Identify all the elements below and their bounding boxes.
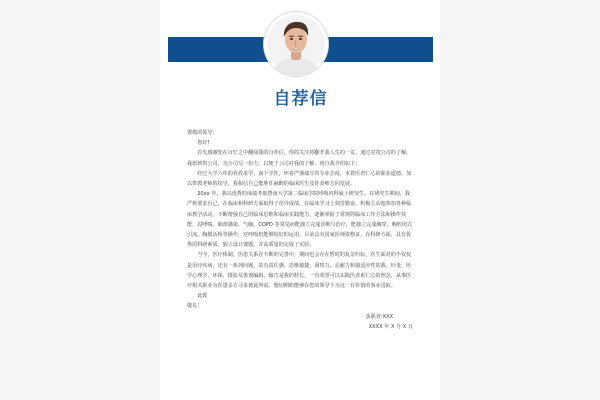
page-title: 自荐信	[273, 89, 328, 109]
closing-salute: 敬礼！	[187, 303, 203, 310]
date: XXXX 年 X 月 X 日	[368, 323, 413, 330]
closing-regards: 此致	[197, 293, 208, 300]
letter-body	[187, 128, 415, 332]
salutation: 尊敬的领导：	[187, 130, 218, 136]
portrait-photo	[264, 12, 328, 76]
avatar	[264, 12, 328, 76]
paragraph-aspiration: 当今，医疗体制，医患关系在不断的完善中，期间也会存在暂时的复杂纷纭，医生面对的不仅仅是治疗疾病，还有一系列问题，故有责任感，思维敏捷，洞察力，忍耐力和强适应性的我，针灸，医学心理学，环保，摄影及策划编辑，输告是我的特长，一直希望可以实践医者系仁心的理念，从事医疗相关职业为医患多方寻求彼此所需。殷切期盼能够在您的领导下为这一有价值的事业进取。	[187, 252, 412, 290]
signature: 求职者:XXX	[365, 313, 393, 320]
greeting: 您好!	[197, 140, 210, 147]
paragraph-intro: 首先感谢您在百忙之中翻阅我的自荐信，你的关注将翻开我人生的一页。通过对贵公司的了解，我愿到贵公司，为公司尽一份力，以便于公司对我的了解，现自我介绍如下：	[187, 150, 412, 167]
paragraph-experience: 20xx 年，我以优秀的成绩考取暨南大学第二临床学院呼吸内科硕士研究生。在研究生期间，我严格要求自己，在临床和科研方面取得了优异成绩。在临床学习上刻苦勤奋，积极主动地参加各种临床教学活动，不断增强自己的临床思维和临床实践能力，逐渐掌握了常规的临床工作方法和操作技能，对哮喘、肺部感染、气胸、COPD 等常见病能独立完成诊断与治疗，能独立完成胸穿、胸腔闭式引流、胸膜活检等操作，对呼吸机能够较好的运用。目前具有国家医师资格证。在科研方面，具有优秀的科研素质，独立设计课题，并高质量的完成了实验。	[187, 191, 413, 249]
paragraph-education: 经过大学六年的孜孜求学，南下学医，怀着严谨端庄的专业态度，本着医者仁心的职业道德，加以带教老师的指导，我相信自己能胜任麻醉的临床医生及针灸师方向发展。	[187, 170, 412, 188]
